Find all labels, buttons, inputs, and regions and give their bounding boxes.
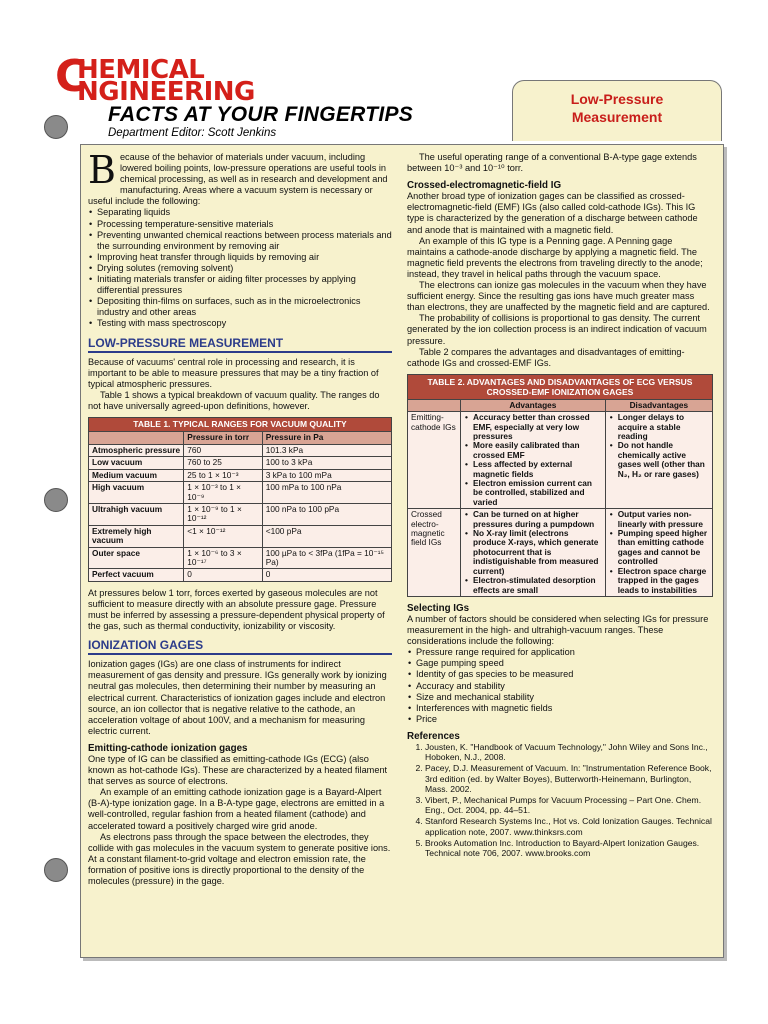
paragraph: The useful operating range of a conventional B-A-type gage extends between 10⁻³ and 10⁻¹⁰ torr. — [407, 152, 697, 174]
paragraph: Table 2 compares the advantages and disadvantages of emitting-cathode IGs and crossed-EMF IGs. — [407, 346, 685, 368]
paragraph: The electrons can ionize gas molecules in the vacuum when they have sufficient energy. Since the resulting gas ions have much greater mass than electrons, they are unaffected by the magnetic field and are captured. — [407, 280, 710, 313]
page-title: FACTS AT YOUR FINGERTIPS — [108, 103, 414, 126]
table-cell: Extremely high vacuum — [89, 525, 184, 547]
paragraph: A number of factors should be considered when selecting IGs for pressure measurement in the high- and ultrahigh-vacuum ranges. These considerations include the following: — [407, 614, 709, 647]
subheading-selecting-igs: Selecting IGs — [407, 602, 470, 614]
table-cell: Ultrahigh vacuum — [89, 503, 184, 525]
topic-line-1: Low-Pressure — [570, 91, 664, 107]
table-cell: 100 mPa to 100 nPa — [262, 482, 391, 504]
list-item: • Price — [416, 714, 713, 725]
list-item: • Electron-stimulated desorption effects are small — [473, 576, 602, 595]
table-row — [89, 482, 392, 504]
logo-line-2: NGINEERING — [77, 77, 255, 107]
drop-cap: B — [88, 148, 116, 192]
list-item: • Can be turned on at higher pressures during a pumpdown — [473, 510, 602, 529]
table-cell: 100 nPa to 100 pPa — [262, 503, 391, 525]
table-ecg-vs-emf — [407, 374, 713, 597]
table-cell: 1 × 10⁻³ to 1 × 10⁻⁹ — [184, 482, 262, 504]
paragraph: An example of this IG type is a Penning gage. A Penning gage maintains a cathode-anode discharge by applying a magnetic field. The magnetic field prevents the electrons from traveling directly to the anode; instead, they travel in helical paths through the vacuum space. — [407, 235, 703, 279]
table-row-label: Crossed electro-magnetic field IGs — [408, 509, 461, 597]
subheading-crossed-emf: Crossed-electromagnetic-field IG — [407, 180, 562, 192]
table-row-label: Emitting-cathode IGs — [408, 412, 461, 509]
subheading-emitting-cathode: Emitting-cathode ionization gages — [88, 742, 248, 754]
table-cell: 760 — [184, 444, 262, 456]
table-cell: Perfect vacuum — [89, 569, 184, 581]
reference-item: 5. Brooks Automation Inc. Introduction to Bayard-Alpert Ionization Gauges. Technical note 706, 2007. www.brooks.com — [425, 838, 713, 858]
references-list — [407, 742, 713, 858]
table-header: Advantages — [461, 399, 606, 411]
table-cell: 0 — [184, 569, 262, 581]
table-row — [89, 503, 392, 525]
binder-hole-bottom — [44, 858, 68, 882]
table-row — [408, 509, 713, 597]
table-header: Disadvantages — [605, 399, 712, 411]
list-item: • Depositing thin-films on surfaces, such as in the microelectronics industry and other areas — [97, 296, 392, 318]
list-item: • Pumping speed higher than emitting cathode gages and cannot be controlled — [618, 529, 709, 567]
list-item: • Initiating materials transfer or aiding filter processes by applying differential pressures — [97, 274, 392, 296]
paragraph: At pressures below 1 torr, forces exerted by gaseous molecules are not sufficient to measure directly with an absolute pressure gage. Pressure must be inferred by assessing a pressure-dependent physical property of the gas, such as thermal conductivity, ionizability or viscosity. — [88, 587, 385, 632]
list-item: • Accuracy and stability — [416, 681, 713, 692]
department-editor: Department Editor: Scott Jenkins — [108, 127, 277, 139]
list-item: • Output varies non-linearly with pressure — [618, 510, 709, 529]
paragraph: Because of vacuums' central role in processing and research, it is important to be able to measure pressures that may be a tiny fraction of typical atmospheric pressures. — [88, 356, 379, 389]
reference-item: 3. Vibert, P., Mechanical Pumps for Vacuum Processing – Part One. Chem. Eng., Oct. 2004, pp. 44–51. — [425, 795, 713, 815]
table-header: Pressure in torr — [184, 432, 262, 444]
list-item: • Less affected by external magnetic fields — [473, 460, 602, 479]
table-row — [89, 525, 392, 547]
right-column — [407, 152, 713, 859]
paragraph: Ionization gages (IGs) are one class of instruments for indirect measurement of gas density and pressure. IGs generally work by ionizing neutral gas molecules, then determining their number by measuring an electrical current. Characteristics of ionization gages include and electron source, an ion collector that is negative relative to the cathode, an acceleration voltage of about 100V, and a mechanism for measuring electric current. — [88, 659, 387, 736]
table-cell — [461, 509, 606, 597]
vacuum-uses-list — [88, 207, 392, 329]
list-item: • Identity of gas species to be measured — [416, 669, 713, 680]
table-row — [89, 547, 392, 569]
table-cell: 25 to 1 × 10⁻³ — [184, 469, 262, 481]
list-item: • Do not handle chemically active gases well (other than N₂, H₂ or rare gases) — [618, 441, 709, 479]
table-cell: High vacuum — [89, 482, 184, 504]
section-heading-low-pressure: LOW-PRESSURE MEASUREMENT — [88, 338, 392, 353]
table-cell — [461, 412, 606, 509]
reference-item: 4. Stanford Research Systems Inc., Hot vs. Cold Ionization Gauges. Technical application note, 2007. www.thinksrs.com — [425, 816, 713, 836]
paragraph: Another broad type of ionization gages can be classified as crossed-electromagnetic-field (EMF) IGs (also called cold-cathode IGs). This IG type is characterized by the generation of a discharge between cathode and anode that is maintained with a magnetic field. — [407, 191, 698, 235]
table-cell: Low vacuum — [89, 457, 184, 469]
table-caption: TABLE 2. ADVANTAGES AND DISADVANTAGES OF ECG VERSUS CROSSED-EMF IONIZATION GAGES — [408, 374, 713, 399]
binder-hole-top — [44, 115, 68, 139]
list-item: • Accuracy better than crossed EMF, especially at very low pressures — [473, 413, 602, 441]
table-header — [408, 399, 461, 411]
list-item: • No X-ray limit (electrons produce X-rays, which generate photocurrent that is indistiguishable from measured current) — [473, 529, 602, 576]
list-item: • Interferences with magnetic fields — [416, 703, 713, 714]
table-cell: 0 — [262, 569, 391, 581]
reference-item: 2. Pacey, D.J. Measurement of Vacuum. In: "Instrumentation Reference Book, 3rd edition (ed. by Walter Boyes), Butterworth-Heinemann, Burlington, Mass. 2002. — [425, 763, 713, 794]
table-cell: 1 × 10⁻⁹ to 1 × 10⁻¹² — [184, 503, 262, 525]
list-item: • Longer delays to acquire a stable reading — [618, 413, 709, 441]
table-cell: <100 pPa — [262, 525, 391, 547]
intro-paragraph — [88, 148, 392, 207]
intro-text: ecause of the behavior of materials under vacuum, including lowered boiling points, low-pressure operations are useful tools in chemical processing, as well as in research and development and manufacturing. Areas where a vacuum system is necessary or useful include the following: — [88, 152, 388, 207]
paragraph: The probability of collisions is proportional to gas density. The current generated by the ion collection process is an indirect indication of vacuum pressure. — [407, 313, 707, 346]
table-cell: 3 kPa to 100 mPa — [262, 469, 391, 481]
table-cell: <1 × 10⁻¹² — [184, 525, 262, 547]
chemical-engineering-logo — [55, 51, 295, 107]
list-item: • Testing with mass spectroscopy — [97, 318, 392, 329]
binder-hole-middle — [44, 488, 68, 512]
list-item: • Processing temperature-sensitive materials — [97, 219, 392, 230]
section-heading-ionization-gages: IONIZATION GAGES — [88, 640, 392, 655]
table-cell — [605, 412, 712, 509]
paragraph: Table 1 shows a typical breakdown of vacuum quality. The ranges do not have universally agreed-upon definitions, however. — [88, 389, 380, 411]
table-vacuum-ranges — [88, 417, 392, 582]
table-cell: Atmospheric pressure — [89, 444, 184, 456]
topic-line-2: Measurement — [571, 109, 663, 125]
reference-item: 1. Jousten, K. "Handbook of Vacuum Technology," John Wiley and Sons Inc., Hoboken, N.J., 2008. — [425, 742, 713, 762]
subheading-references: References — [407, 730, 460, 742]
table-cell: 101.3 kPa — [262, 444, 391, 456]
list-item: • Electron emission current can be controlled, stabilized and varied — [473, 479, 602, 507]
table-header — [89, 432, 184, 444]
paragraph: As electrons pass through the space between the electrodes, they collide with gas molecules in the vacuum system to generate positive ions. At a constant filament-to-grid voltage and electron emission rate, the formation of positive ions is directly proportional to the density of the molecules (pressure) in the gage. — [88, 831, 391, 886]
table-caption: TABLE 1. TYPICAL RANGES FOR VACUUM QUALITY — [89, 418, 392, 432]
considerations-list — [407, 647, 713, 725]
table-cell: 100 µPa to < 3fPa (1fPa = 10⁻¹⁵ Pa) — [262, 547, 391, 569]
table-header: Pressure in Pa — [262, 432, 391, 444]
paragraph: An example of an emitting cathode ionization gage is a Bayard-Alpert (B-A)-type ionization gage. In a B-A-type gage, electrons are emitted in a well-controlled, regular fashion from a heated filament (cathode) and accelerated toward a positively charged wire grid anode. — [88, 787, 385, 831]
list-item: • More easily calibrated than crossed EMF — [473, 441, 602, 460]
list-item: • Drying solutes (removing solvent) — [97, 263, 392, 274]
list-item: • Separating liquids — [97, 207, 392, 218]
table-row — [89, 444, 392, 456]
table-cell: Medium vacuum — [89, 469, 184, 481]
table-cell: 760 to 25 — [184, 457, 262, 469]
table-row — [89, 469, 392, 481]
logo-initial: C — [55, 51, 87, 102]
table-cell — [605, 509, 712, 597]
list-item: • Electron space charge trapped in the gages leads to instabilities — [618, 567, 709, 595]
table-row — [408, 412, 713, 509]
topic-tab — [512, 80, 722, 141]
topic-title — [513, 90, 721, 126]
list-item: • Preventing unwanted chemical reactions between process materials and the surrounding environment by removing air — [97, 230, 392, 252]
paragraph: One type of IG can be classified as emitting-cathode IGs (ECG) (also known as hot-cathode IGs). These are characterized by a heated filament that serves as source of electrons. — [88, 753, 388, 787]
list-item: • Pressure range required for application — [416, 647, 713, 658]
table-cell: 100 to 3 kPa — [262, 457, 391, 469]
left-column — [88, 148, 392, 887]
list-item: • Size and mechanical stability — [416, 692, 713, 703]
table-cell: 1 × 10⁻⁶ to 3 × 10⁻¹⁷ — [184, 547, 262, 569]
logo-line-1: HEMICAL — [77, 55, 205, 85]
table-cell: Outer space — [89, 547, 184, 569]
list-item: • Improving heat transfer through liquids by removing air — [97, 252, 392, 263]
table-row — [89, 569, 392, 581]
list-item: • Gage pumping speed — [416, 658, 713, 669]
table-row — [89, 457, 392, 469]
